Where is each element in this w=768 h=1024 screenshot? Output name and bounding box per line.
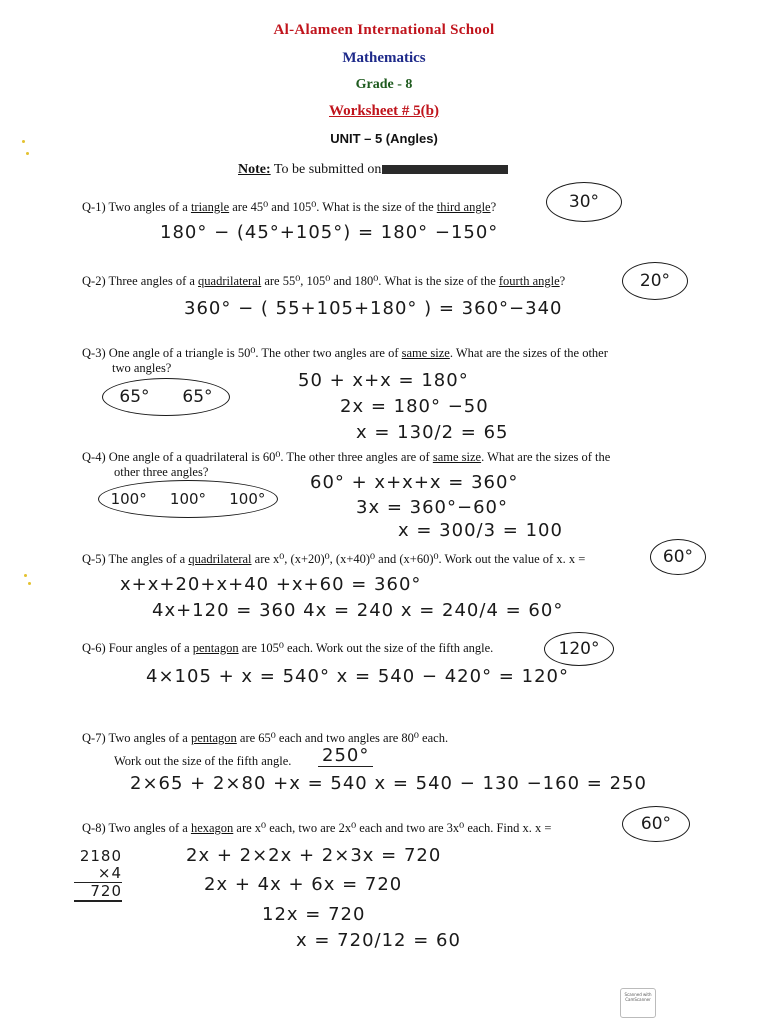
unit-title: UNIT – 5 (Angles) xyxy=(330,131,438,146)
q6-text-b: are 105⁰ each. Work out the size of the fifth angle. xyxy=(238,641,494,655)
scan-speck xyxy=(26,152,29,155)
question-7 xyxy=(82,731,448,746)
q4-work-3: x = 300/3 = 100 xyxy=(398,520,563,541)
q3-answers xyxy=(102,378,230,416)
question-1 xyxy=(82,200,496,215)
q3-answer-1: 65° xyxy=(119,387,150,407)
q4-answer-1: 100° xyxy=(110,490,147,508)
question-3 xyxy=(82,346,682,361)
worksheet-title: Worksheet # 5(b) xyxy=(329,103,439,119)
q1-answer: 30° xyxy=(546,182,622,222)
q3-underline-a: same size xyxy=(401,346,450,360)
school-name: Al-Alameen International School xyxy=(273,22,495,38)
q7-line-2: Work out the size of the fifth angle. xyxy=(114,754,292,768)
q2-text-b: are 55⁰, 105⁰ and 180⁰. What is the size of the xyxy=(261,274,499,288)
q3-work-2: 2x = 180° −50 xyxy=(340,396,489,417)
scan-speck xyxy=(22,140,25,143)
q1-text-a: Q-1) Two angles of a xyxy=(82,200,191,214)
q8-work-3: 12x = 720 xyxy=(262,904,366,925)
q8-side-calc-1: 2180 xyxy=(79,847,122,865)
q8-text-b: are x⁰ each, two are 2x⁰ each and two are 3x⁰ each. Find x. x = xyxy=(233,821,552,835)
q2-text-c: ? xyxy=(559,274,566,288)
q8-work-2: 2x + 4x + 6x = 720 xyxy=(204,874,403,895)
redacted-date xyxy=(382,165,508,174)
q8-text-a: Q-8) Two angles of a xyxy=(82,821,191,835)
q1-underline-a: triangle xyxy=(190,200,230,214)
submission-note xyxy=(238,162,508,178)
q7-text-b: are 65⁰ each and two angles are 80⁰ each. xyxy=(236,731,449,745)
q3-text-b: . What are the sizes of the other xyxy=(449,346,608,360)
grade-title: Grade - 8 xyxy=(355,77,413,92)
q7-text-a: Q-7) Two angles of a xyxy=(82,731,191,745)
q5-text-b: are x⁰, (x+20)⁰, (x+40)⁰ and (x+60)⁰. Work out the value of x. x = xyxy=(251,552,586,566)
q3-text-a: Q-3) One angle of a triangle is 50⁰. The other two angles are of xyxy=(82,346,402,360)
q3-work-1: 50 + x+x = 180° xyxy=(298,370,469,391)
q6-text-a: Q-6) Four angles of a xyxy=(82,641,193,655)
q4-line-2: other three angles? xyxy=(114,465,209,479)
q4-answer-3: 100° xyxy=(229,490,266,508)
q6-underline-a: pentagon xyxy=(192,641,239,655)
question-2 xyxy=(82,274,565,289)
q7-answer: 250° xyxy=(318,745,373,767)
q3-work-3: x = 130/2 = 65 xyxy=(356,422,509,443)
q3-line-2: two angles? xyxy=(112,361,172,375)
q2-work-1: 360° − ( 55+105+180° ) = 360°−340 xyxy=(184,298,563,319)
q8-side-calc xyxy=(74,848,122,902)
note-text: To be submitted on xyxy=(270,162,382,177)
q4-answer-2: 100° xyxy=(169,490,207,508)
question-6 xyxy=(82,641,493,656)
q2-underline-a: quadrilateral xyxy=(198,274,262,288)
q8-underline-a: hexagon xyxy=(190,821,234,835)
q1-text-c: ? xyxy=(490,200,497,214)
q5-text-a: Q-5) The angles of a xyxy=(82,552,189,566)
q5-work-2: 4x+120 = 360 4x = 240 x = 240/4 = 60° xyxy=(152,600,564,621)
question-4 xyxy=(82,450,682,465)
q1-text-b: are 45⁰ and 105⁰. What is the size of the xyxy=(229,200,437,214)
q4-work-2: 3x = 360°−60° xyxy=(356,497,508,518)
subject-title: Mathematics xyxy=(342,50,426,66)
q2-text-a: Q-2) Three angles of a xyxy=(82,274,199,288)
q2-underline-b: fourth angle xyxy=(498,274,560,288)
q3-answer-2: 65° xyxy=(182,387,213,407)
question-5 xyxy=(82,552,585,567)
q4-answers xyxy=(98,480,278,518)
scan-speck xyxy=(24,574,27,577)
q4-text-a: Q-4) One angle of a quadrilateral is 60⁰. The other three angles are of xyxy=(82,450,433,464)
q7-work-1: 2×65 + 2×80 +x = 540 x = 540 − 130 −160 = 250 xyxy=(130,773,647,794)
q4-underline-a: same size xyxy=(432,450,482,464)
q1-underline-b: third angle xyxy=(436,200,491,214)
q4-work-1: 60° + x+x+x = 360° xyxy=(310,472,519,493)
scanner-watermark xyxy=(620,988,656,1018)
q5-work-1: x+x+20+x+40 +x+60 = 360° xyxy=(120,574,422,595)
scan-speck xyxy=(28,582,31,585)
q6-work-1: 4×105 + x = 540° x = 540 − 420° = 120° xyxy=(146,666,569,687)
q8-work-1: 2x + 2×2x + 2×3x = 720 xyxy=(186,845,442,866)
question-8 xyxy=(82,821,551,836)
q8-side-calc-3: 720 xyxy=(74,883,122,902)
q8-answer: 60° xyxy=(622,806,690,842)
q6-answer: 120° xyxy=(544,632,614,666)
q5-answer: 60° xyxy=(650,539,706,575)
stamp-line-1: Scanned with xyxy=(624,992,652,997)
q5-underline-a: quadrilateral xyxy=(188,552,252,566)
stamp-line-2: CamScanner xyxy=(625,997,651,1002)
q8-work-4: x = 720/12 = 60 xyxy=(296,930,461,951)
q8-side-calc-2: ×4 xyxy=(74,865,122,883)
q4-text-b: . What are the sizes of the xyxy=(481,450,611,464)
q7-underline-a: pentagon xyxy=(190,731,237,745)
q1-work-1: 180° − (45°+105°) = 180° −150° xyxy=(160,222,499,243)
note-label: Note: xyxy=(238,162,271,177)
q2-answer: 20° xyxy=(622,262,688,300)
